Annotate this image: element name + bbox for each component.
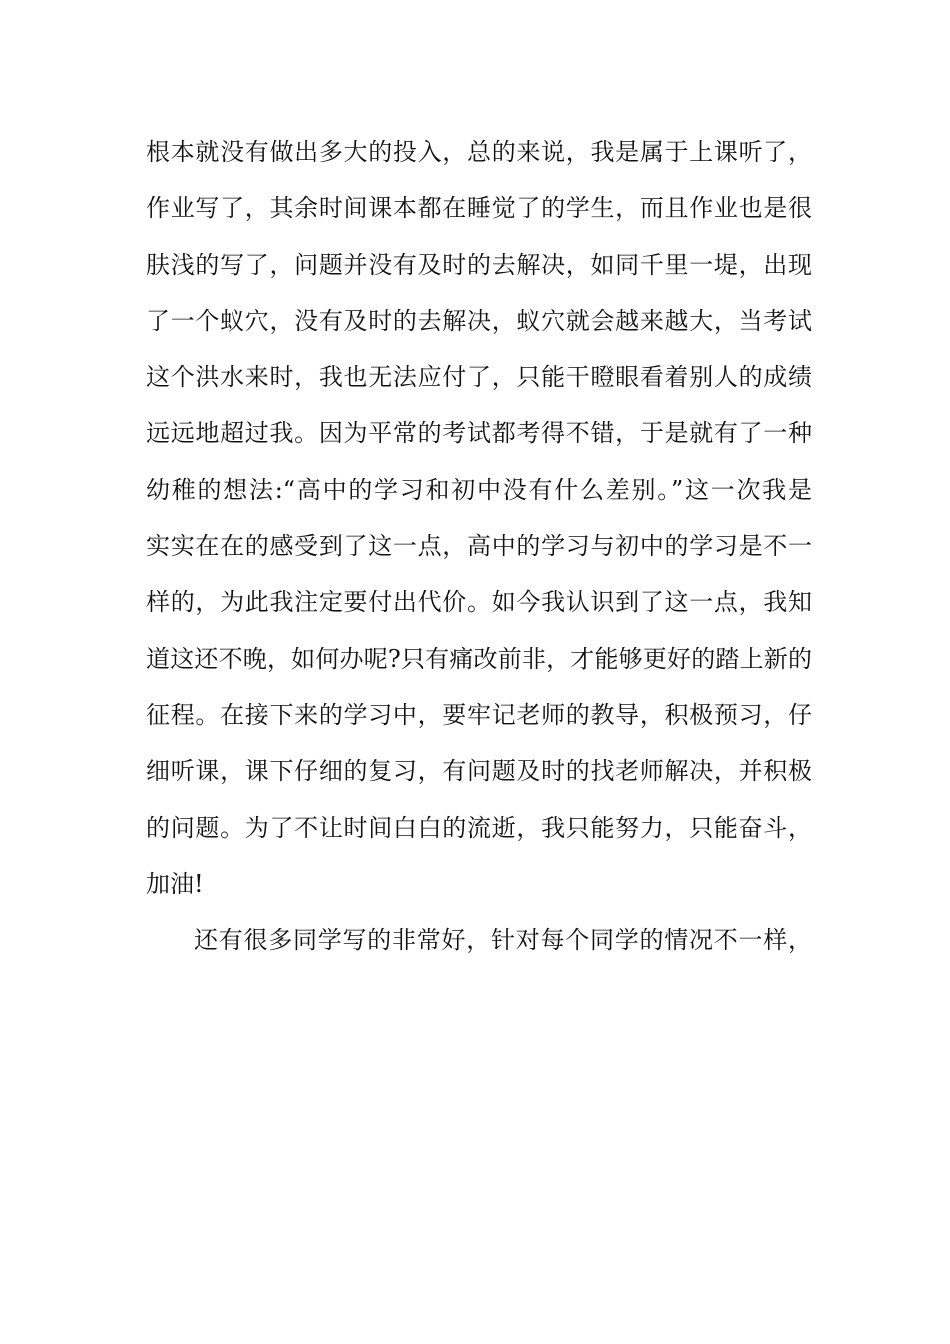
text-line-11: 征程。在接下来的学习中，要牢记老师的教导，积极预习，仔 xyxy=(146,700,812,729)
text-line-5: 这个洪水来时，我也无法应付了，只能干瞪眼看着别人的成绩 xyxy=(146,363,812,392)
text-line-10: 道这还不晚，如何办呢?只有痛改前非，才能够更好的踏上新的 xyxy=(146,644,812,673)
text-line-1: 根本就没有做出多大的投入，总的来说，我是属于上课听了， xyxy=(146,138,812,166)
text-line-15: 还有很多同学写的非常好，针对每个同学的情况不一样， xyxy=(194,926,812,955)
text-line-3: 肤浅的写了，问题并没有及时的去解决，如同千里一堤，出现 xyxy=(146,250,812,279)
text-line-7: 幼稚的想法:“高中的学习和初中没有什么差别。”这一次我是 xyxy=(146,475,812,504)
text-line-12: 细听课，课下仔细的复习，有问题及时的找老师解决，并积极 xyxy=(146,757,812,786)
text-line-14: 加油! xyxy=(146,869,204,898)
text-line-8: 实实在在的感受到了这一点，高中的学习与初中的学习是不一 xyxy=(146,532,812,561)
text-line-4: 了一个蚁穴，没有及时的去解决，蚁穴就会越来越大，当考试 xyxy=(146,306,812,335)
body-text xyxy=(146,128,812,972)
text-line-9: 样的，为此我注定要付出代价。如今我认识到了这一点，我知 xyxy=(146,588,812,617)
text-line-2: 作业写了，其余时间课本都在睡觉了的学生，而且作业也是很 xyxy=(146,194,812,223)
text-line-6: 远远地超过我。因为平常的考试都考得不错，于是就有了一种 xyxy=(146,419,812,448)
text-line-13: 的问题。为了不让时间白白的流逝，我只能努力，只能奋斗， xyxy=(146,813,812,842)
